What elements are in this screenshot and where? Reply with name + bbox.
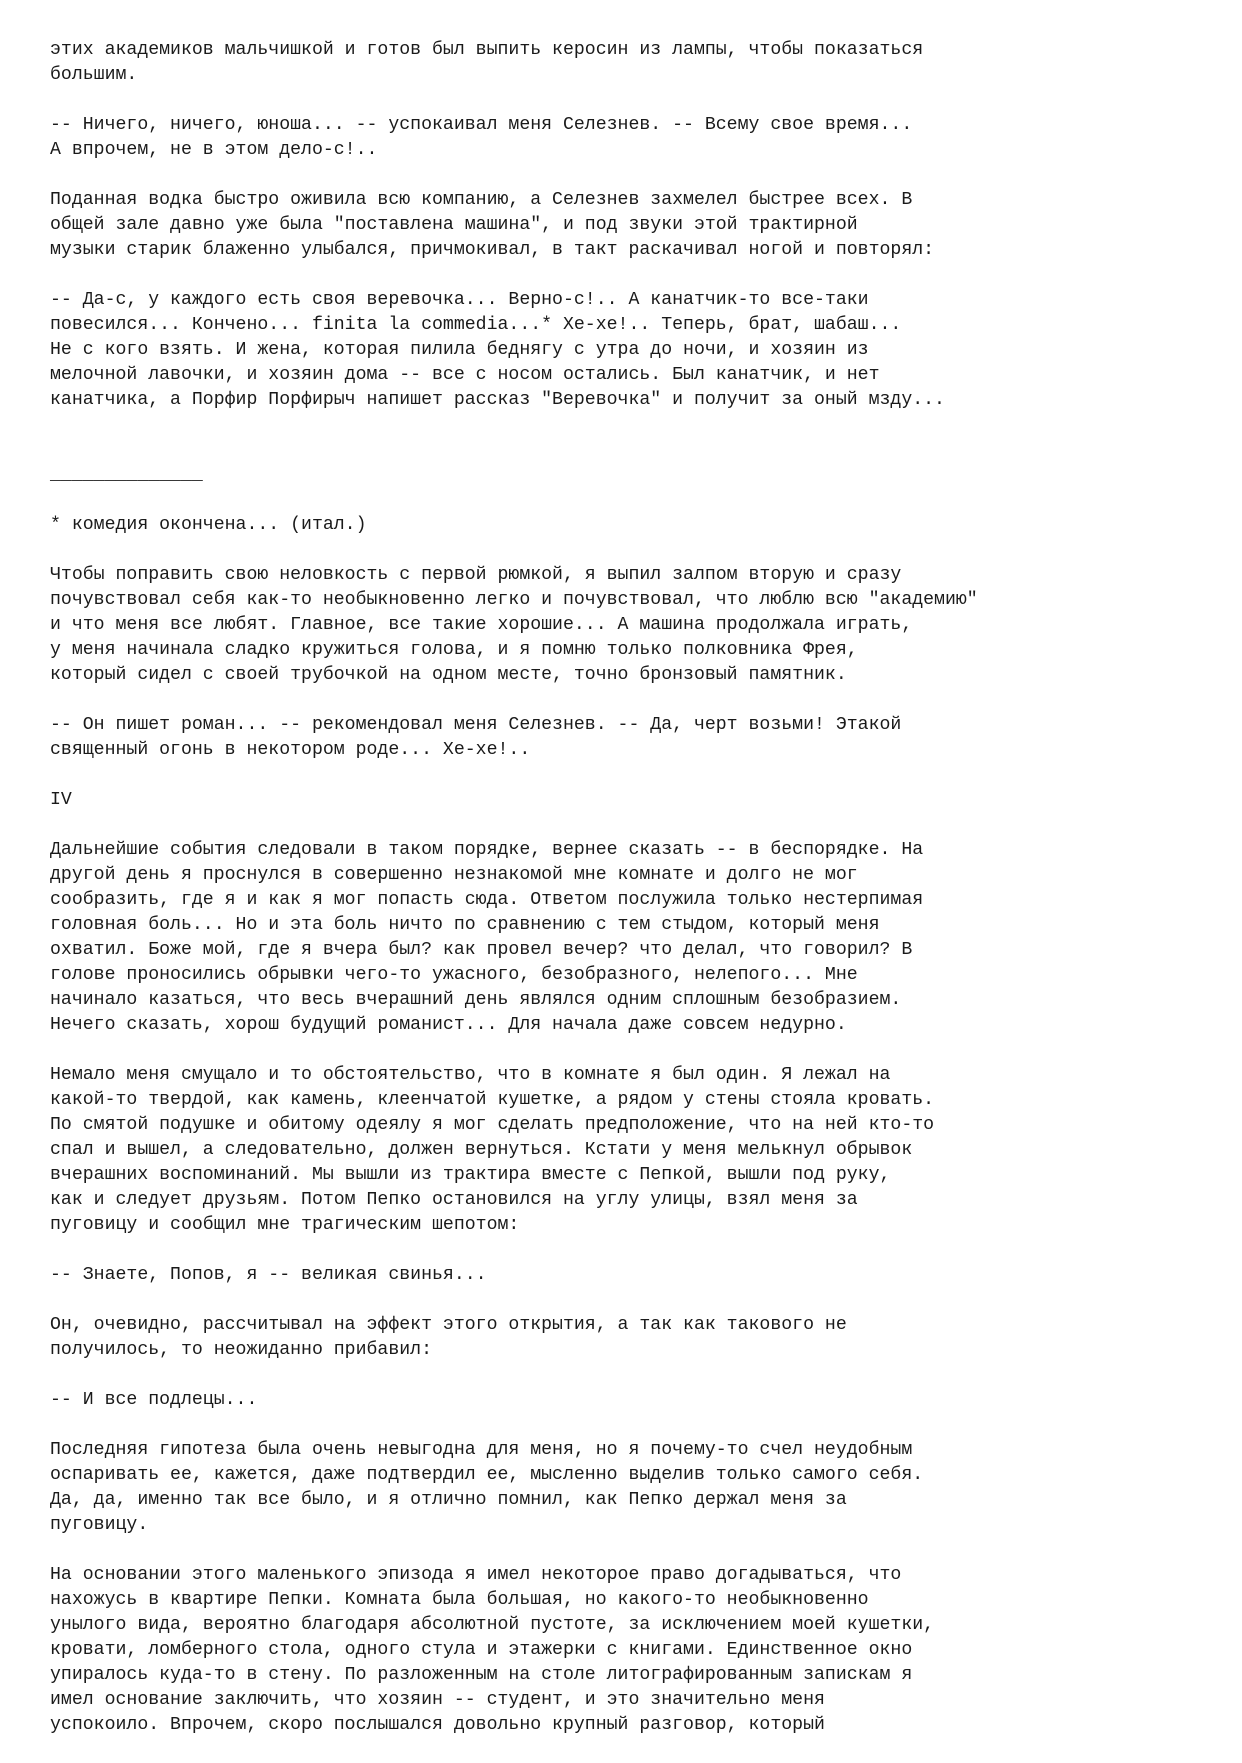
text-line: спал и вышел, а следовательно, должен вернуться. Кстати у меня мелькнул обрывок	[50, 1140, 913, 1160]
text-line: нахожусь в квартире Пепки. Комната была большая, но какого-то необыкновенно	[50, 1590, 869, 1610]
paragraph	[50, 463, 1220, 488]
text-line: какой-то твердой, как камень, клеенчатой кушетке, а рядом у стены стояла кровать.	[50, 1090, 935, 1110]
text-line: -- И все подлецы...	[50, 1390, 258, 1410]
text-line: ______________	[50, 465, 203, 485]
paragraph	[50, 1563, 1220, 1738]
text-line: Да, да, именно так все было, и я отлично помнил, как Пепко держал меня за	[50, 1490, 847, 1510]
paragraph	[50, 563, 1220, 688]
text-line: успокоило. Впрочем, скоро послышался довольно крупный разговор, который	[50, 1715, 825, 1735]
text-line: Он, очевидно, рассчитывал на эффект этого открытия, а так как такового не	[50, 1315, 847, 1335]
text-line: -- Ничего, ничего, юноша... -- успокаивал меня Селезнев. -- Всему свое время...	[50, 115, 913, 135]
text-line: IV	[50, 790, 72, 810]
text-line: На основании этого маленького эпизода я имел некоторое право догадываться, что	[50, 1565, 902, 1585]
text-line: оспаривать ее, кажется, даже подтвердил ее, мысленно выделив только самого себя.	[50, 1465, 924, 1485]
text-line: -- Да-с, у каждого есть своя веревочка... Верно-с!.. А канатчик-то все-таки	[50, 290, 869, 310]
text-line: священный огонь в некотором роде... Хе-хе!..	[50, 740, 531, 760]
text-line: большим.	[50, 65, 138, 85]
paragraph	[50, 38, 1220, 88]
paragraph	[50, 288, 1220, 413]
text-line: сообразить, где я и как я мог попасть сюда. Ответом послужила только нестерпимая	[50, 890, 924, 910]
paragraph	[50, 1263, 1220, 1288]
text-line: пуговицу и сообщил мне трагическим шепотом:	[50, 1215, 520, 1235]
text-line: музыки старик блаженно улыбался, причмокивал, в такт раскачивал ногой и повторял:	[50, 240, 935, 260]
blank-spacer	[50, 438, 1220, 463]
text-line: головная боль... Но и эта боль ничто по сравнению с тем стыдом, который меня	[50, 915, 880, 935]
text-line: кровати, ломберного стола, одного стула и этажерки с книгами. Единственное окно	[50, 1640, 913, 1660]
text-line: Нечего сказать, хорош будущий романист... Для начала даже совсем недурно.	[50, 1015, 847, 1035]
paragraph	[50, 788, 1220, 813]
text-line: охватил. Боже мой, где я вчера был? как провел вечер? что делал, что говорил? В	[50, 940, 913, 960]
paragraph	[50, 713, 1220, 763]
text-line: у меня начинала сладко кружиться голова, и я помню только полковника Фрея,	[50, 640, 858, 660]
text-line: А впрочем, не в этом дело-с!..	[50, 140, 378, 160]
text-line: Чтобы поправить свою неловкость с первой рюмкой, я выпил залпом вторую и сразу	[50, 565, 902, 585]
paragraph	[50, 1438, 1220, 1538]
text-line: почувствовал себя как-то необыкновенно легко и почувствовал, что люблю всю "академию"	[50, 590, 978, 610]
text-line: вчерашних воспоминаний. Мы вышли из трактира вместе с Пепкой, вышли под руку,	[50, 1165, 891, 1185]
text-line: Поданная водка быстро оживила всю компанию, а Селезнев захмелел быстрее всех. В	[50, 190, 913, 210]
text-line: общей зале давно уже была "поставлена машина", и под звуки этой трактирной	[50, 215, 858, 235]
text-line: -- Он пишет роман... -- рекомендовал меня Селезнев. -- Да, черт возьми! Этакой	[50, 715, 902, 735]
paragraph	[50, 1063, 1220, 1238]
paragraph	[50, 1388, 1220, 1413]
paragraph	[50, 1313, 1220, 1363]
text-line: упиралось куда-то в стену. По разложенным на столе литографированным запискам я	[50, 1665, 913, 1685]
text-line: мелочной лавочки, и хозяин дома -- все с носом остались. Был канатчик, и нет	[50, 365, 880, 385]
text-line: * комедия окончена... (итал.)	[50, 515, 367, 535]
text-line: По смятой подушке и обитому одеялу я мог сделать предположение, что на ней кто-то	[50, 1115, 935, 1135]
text-line: -- Знаете, Попов, я -- великая свинья...	[50, 1265, 487, 1285]
document-page	[50, 38, 1220, 1763]
text-line: канатчика, а Порфир Порфирыч напишет рассказ "Веревочка" и получит за оный мзду...	[50, 390, 945, 410]
text-line: получилось, то неожиданно прибавил:	[50, 1340, 432, 1360]
text-line: как и следует друзьям. Потом Пепко остановился на углу улицы, взял меня за	[50, 1190, 858, 1210]
text-line: пуговицу.	[50, 1515, 149, 1535]
text-line: имел основание заключить, что хозяин -- студент, и это значительно меня	[50, 1690, 825, 1710]
paragraph	[50, 113, 1220, 163]
text-line: Не с кого взять. И жена, которая пилила беднягу с утра до ночи, и хозяин из	[50, 340, 869, 360]
text-line: голове проносились обрывки чего-то ужасного, безобразного, нелепого... Мне	[50, 965, 858, 985]
text-line: начинало казаться, что весь вчерашний день являлся одним сплошным безобразием.	[50, 990, 902, 1010]
paragraph	[50, 838, 1220, 1038]
text-line: другой день я проснулся в совершенно незнакомой мне комнате и долго не мог	[50, 865, 858, 885]
text-line: который сидел с своей трубочкой на одном месте, точно бронзовый памятник.	[50, 665, 847, 685]
text-line: этих академиков мальчишкой и готов был выпить керосин из лампы, чтобы показаться	[50, 40, 924, 60]
text-line: унылого вида, вероятно благодаря абсолютной пустоте, за исключением моей кушетки,	[50, 1615, 935, 1635]
text-line: и что меня все любят. Главное, все такие хорошие... А машина продолжала играть,	[50, 615, 913, 635]
text-line: Немало меня смущало и то обстоятельство, что в комнате я был один. Я лежал на	[50, 1065, 891, 1085]
text-line: повесился... Кончено... finita la commedia...* Хе-хе!.. Теперь, брат, шабаш...	[50, 315, 902, 335]
text-line: Последняя гипотеза была очень невыгодна для меня, но я почему-то счел неудобным	[50, 1440, 913, 1460]
text-line: Дальнейшие события следовали в таком порядке, вернее сказать -- в беспорядке. На	[50, 840, 924, 860]
paragraph	[50, 188, 1220, 263]
paragraph	[50, 513, 1220, 538]
